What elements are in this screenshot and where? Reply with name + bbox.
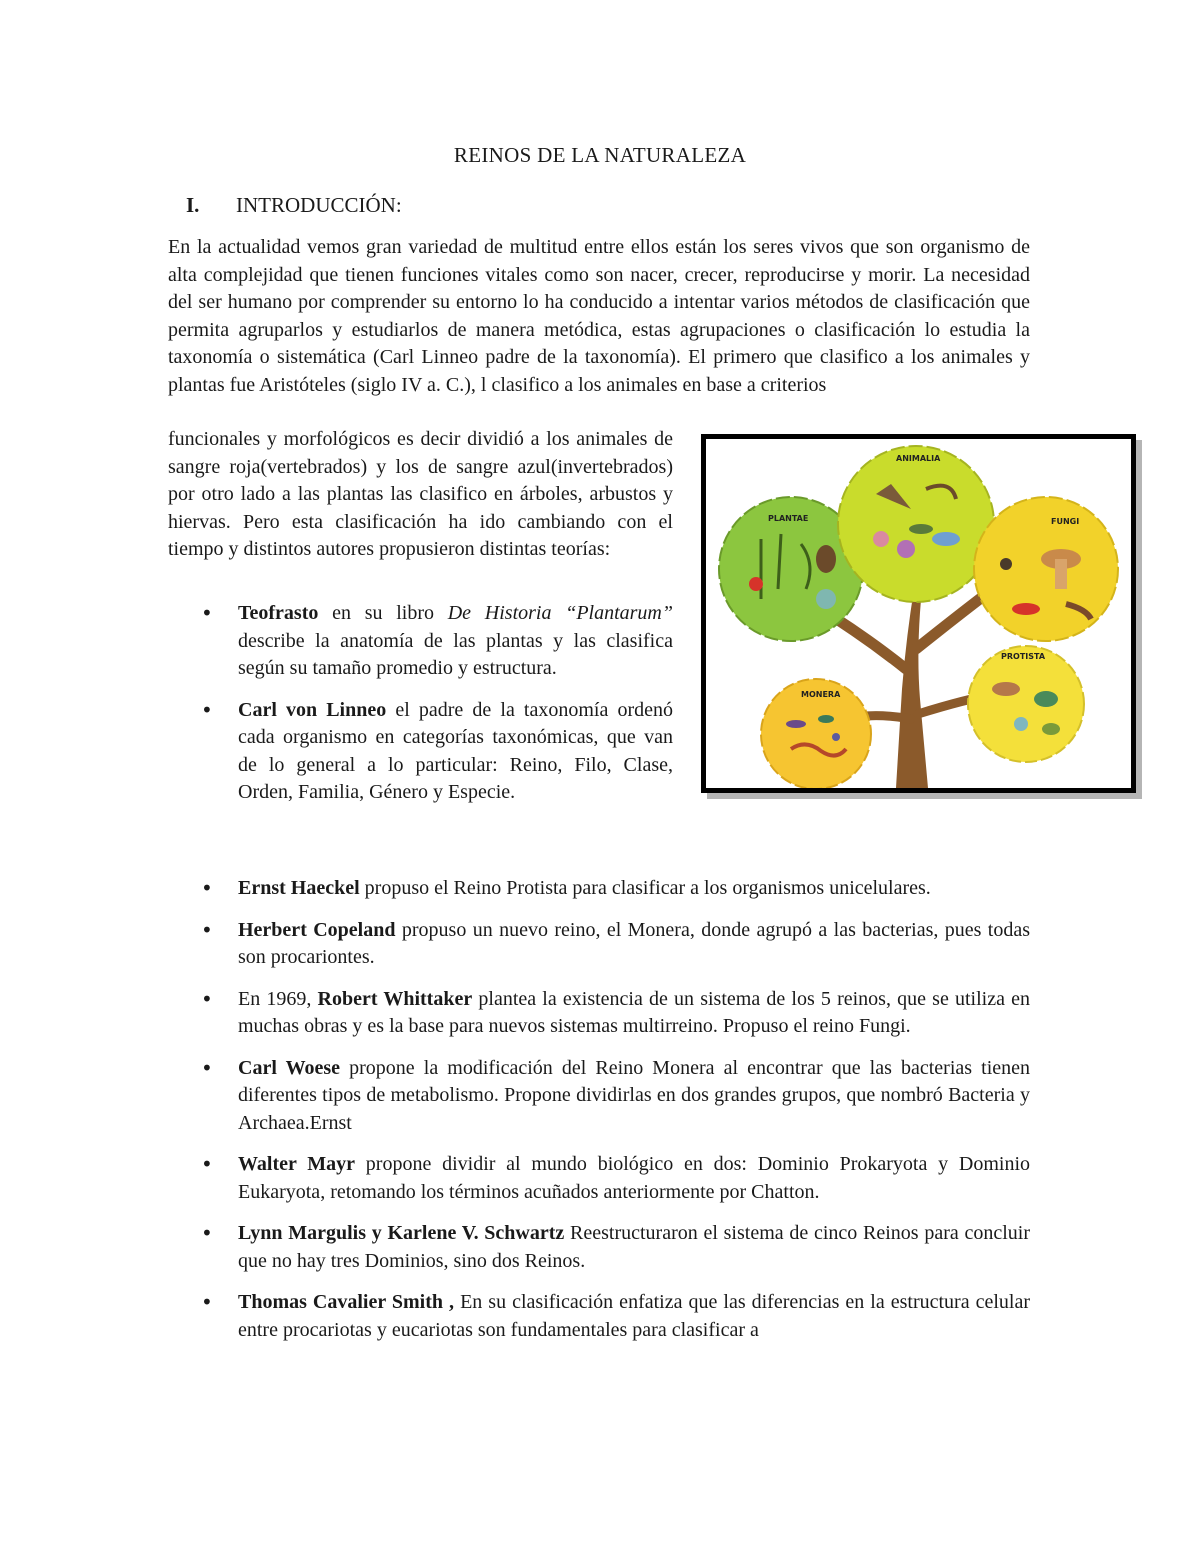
- item-text: en su libro: [318, 602, 448, 624]
- item-text: propone dividir al mundo biológico en dos: Dominio Prokaryota y Dominio Eukaryota, retomando los términos acuñados anteriormente por Chatton.: [238, 1153, 1030, 1203]
- tree-trunk: [896, 589, 928, 788]
- item-text: En su clasificación enfatiza que las diferencias en la estructura celular entre procariotas y eucariotas son fundamentales para clasificar a: [238, 1291, 1030, 1341]
- section-heading: [186, 193, 402, 218]
- author-name: Lynn Margulis y Karlene V. Schwartz: [238, 1222, 565, 1244]
- protista-blob: [968, 646, 1084, 762]
- list-item: [168, 1151, 1030, 1206]
- list-item: [168, 917, 1030, 972]
- label-plantae: PLANTAE: [768, 514, 809, 523]
- label-monera: MONERA: [801, 690, 841, 699]
- tree-illustration: [706, 439, 1131, 788]
- list-item: [168, 1220, 1030, 1275]
- item-text: propuso un nuevo reino, el Monera, donde agrupó a las bacterias, pues todas son procariontes.: [238, 918, 1030, 968]
- kingdoms-tree-figure: [701, 434, 1136, 793]
- section-label: INTRODUCCIÓN:: [236, 193, 402, 217]
- author-name: Teofrasto: [238, 602, 319, 624]
- author-name: Robert Whittaker: [317, 987, 473, 1010]
- author-name: Walter Mayr: [238, 1153, 356, 1175]
- section-number: I.: [186, 193, 200, 217]
- list-item: [168, 600, 673, 683]
- label-fungi: FUNGI: [1051, 517, 1080, 526]
- item-text: plantea la existencia de un sistema de los 5 reinos, que se utiliza en muchas obras y es la base para nuevos sistemas multirreino. Propuso el reino Fungi.: [238, 987, 1031, 1037]
- item-text: Reestructuraron el sistema de cinco Reinos para concluir que no hay tres Dominios, sino dos Reinos.: [238, 1222, 1030, 1272]
- item-text: propuso el Reino Protista para clasificar a los organismos unicelulares.: [359, 877, 931, 899]
- fungi-blob: [974, 497, 1118, 641]
- bullet-list-narrow: [168, 600, 673, 821]
- item-prefix: En 1969,: [238, 987, 318, 1010]
- monera-blob: [761, 679, 871, 788]
- author-name: Thomas Cavalier Smith ,: [238, 1291, 455, 1313]
- animalia-blob: [838, 446, 994, 602]
- list-item: [168, 697, 673, 807]
- label-protista: PROTISTA: [1001, 652, 1046, 661]
- author-name: Ernst Haeckel: [238, 877, 360, 899]
- list-item: [168, 1055, 1030, 1138]
- author-name: Carl Woese: [238, 1056, 341, 1079]
- item-text: describe la anatomía de las plantas y las clasifica según su tamaño promedio y estructura.: [238, 629, 673, 679]
- list-item: [168, 986, 1030, 1041]
- item-text: propone la modificación del Reino Monera al encontrar que las bacterias tienen diferentes tipos de metabolismo. Propone dividirlas en dos grandes grupos, que nombró Bacteria y Archaea.Ernst: [238, 1056, 1031, 1134]
- item-text: el padre de la taxonomía ordenó cada organismo en categorías taxonómicas, que van de lo general a lo particular: Reino, Filo, Clase, Orden, Familia, Género y Especie.: [238, 698, 673, 803]
- author-name: Herbert Copeland: [238, 918, 396, 941]
- intro-paragraph-continued: funcionales y morfológicos es decir dividió a los animales de sangre roja(vertebrados) y los de sangre azul(invertebrados) por otro lado a las plantas las clasifico en árboles, arbustos y hiervas. Pero esta clasificación ha ido cambiando con el tiempo y distintos autores propusieron distintas teorías:: [168, 428, 673, 560]
- list-item: [168, 1289, 1030, 1344]
- page-title: REINOS DE LA NATURALEZA: [453, 143, 747, 167]
- bullet-list-wide: [168, 875, 1030, 1358]
- intro-paragraph: En la actualidad vemos gran variedad de multitud entre ellos están los seres vivos que son organismo de alta complejidad que tienen funciones vitales como son nacer, crecer, reproducirse y morir. La necesidad del ser humano por comprender su entorno lo ha conducido a intentar varios métodos de clasificación que permita agruparlos y estudiarlos de manera metódica, estas agrupaciones o clasificación lo estudia la taxonomía o sistemática (Carl Linneo padre de la taxonomía). El primero que clasifico a los animales y plantas fue Aristóteles (siglo IV a. C.), l clasifico a los animales en base a criterios: [168, 236, 1030, 396]
- author-name: Carl von Linneo: [238, 698, 387, 721]
- list-item: [168, 875, 1030, 903]
- book-title: De Historia “Plantarum”: [447, 602, 673, 624]
- label-animalia: ANIMALIA: [896, 454, 941, 463]
